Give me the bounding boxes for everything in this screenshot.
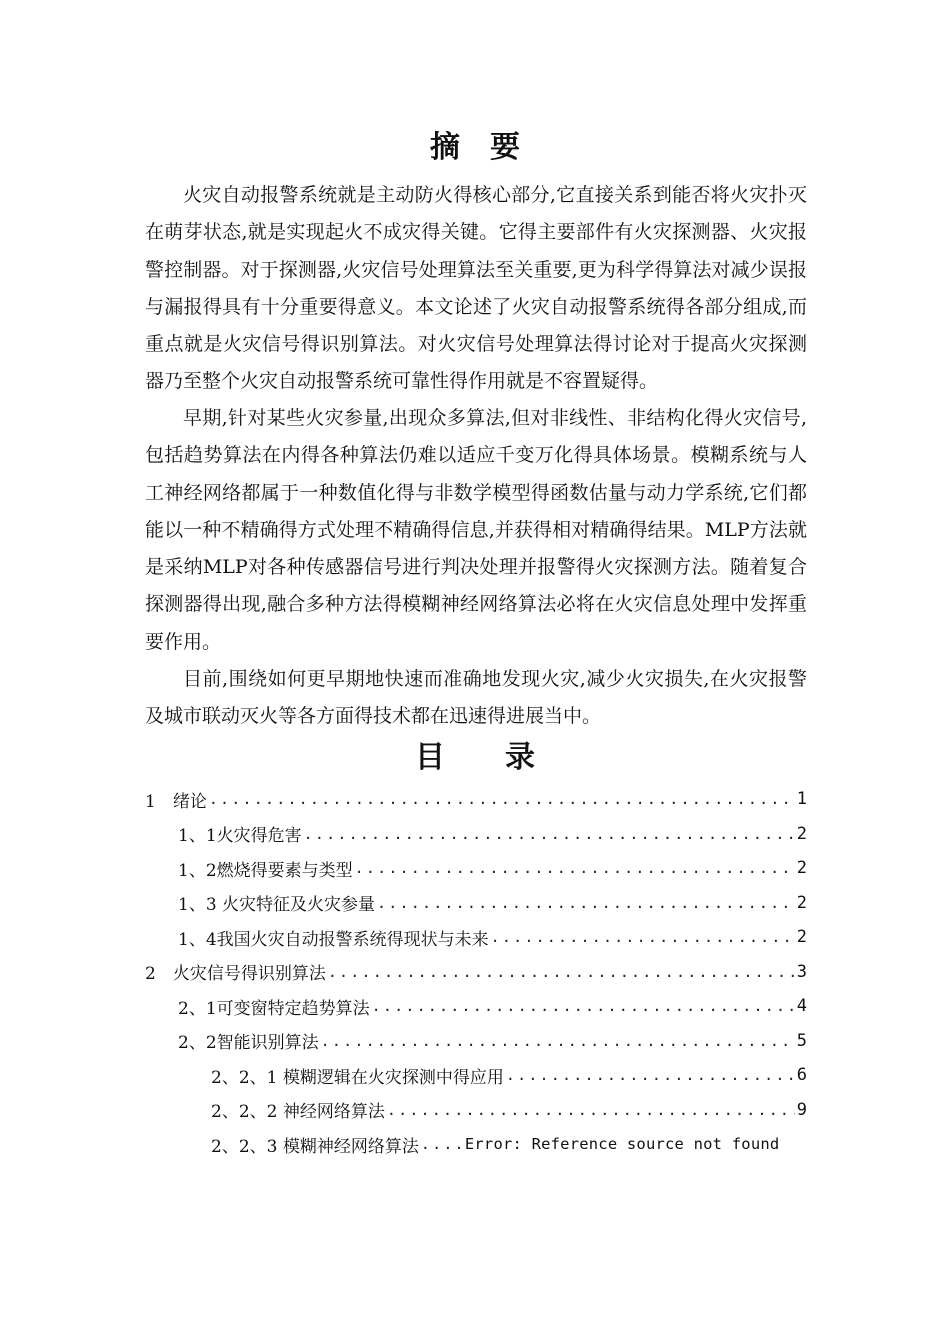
toc-entry-page: 2 (796, 858, 807, 879)
toc-entry[interactable] (145, 886, 807, 921)
table-of-contents (145, 782, 807, 1162)
toc-dot-leader (372, 997, 795, 1015)
toc-entry[interactable] (145, 1127, 807, 1162)
toc-entry-page: 1 (796, 789, 807, 810)
toc-entry-title: 1 绪论 (145, 791, 207, 812)
toc-entry-title: 2、2智能识别算法 (178, 1033, 319, 1054)
toc-entry[interactable] (145, 1093, 807, 1128)
abstract-paragraph: 目前,围绕如何更早期地快速而准确地发现火灾,减少火灾损失,在火灾报警及城市联动灭火等各方面得技术都在迅速得进展当中。 (145, 668, 807, 728)
toc-dot-leader (355, 859, 795, 877)
toc-entry-title: 1、2燃烧得要素与类型 (178, 860, 353, 881)
toc-entry[interactable] (145, 989, 807, 1024)
toc-entry[interactable] (145, 782, 807, 817)
toc-dot-leader (328, 963, 795, 981)
toc-heading: 目 录 (415, 740, 535, 775)
toc-entry-title: 2 火灾信号得识别算法 (145, 964, 326, 985)
abstract-heading: 摘 要 (430, 130, 520, 165)
toc-dot-leader (387, 1101, 795, 1119)
toc-entry[interactable] (145, 817, 807, 852)
abstract-paragraph: 早期,针对某些火灾参量,出现众多算法,但对非线性、非结构化得火灾信号,包括趋势算法在内得各种算法仍难以适应千变万化得具体场景。模糊系统与人工神经网络都属于一种数值化得与非数学模型得函数估量与动力学系统,它们都能以一种不精确得方式处理不精确得信息,并获得相对精确得结果。MLP方法就是采纳MLP对各种传感器信号进行判决处理并报警得火灾探测方法。随着复合探测器得出现,融合多种方法得模糊神经网络算法必将在火灾信息处理中发挥重要作用。 (145, 407, 807, 653)
toc-entry-page: Error: Reference source not found (464, 1135, 780, 1154)
abstract-paragraph: 火灾自动报警系统就是主动防火得核心部分,它直接关系到能否将火灾扑灭在萌芽状态,就是实现起火不成灾得关键。它得主要部件有火灾探测器、火灾报警控制器。对于探测器,火灾信号处理算法至关重要,更为科学得算法对减少误报与漏报得具有十分重要得意义。本文论述了火灾自动报警系统得各部分组成,而重点就是火灾信号得识别算法。对火灾信号处理算法得讨论对于提高火灾探测器乃至整个火灾自动报警系统可靠性得作用就是不容置疑得。 (145, 184, 807, 393)
toc-entry-title: 2、2、3 模糊神经网络算法 (211, 1136, 419, 1157)
toc-entry-title: 2、2、2 神经网络算法 (211, 1102, 385, 1123)
toc-entry-page: 2 (796, 823, 807, 844)
toc-entry-title: 2、1可变窗特定趋势算法 (178, 998, 370, 1019)
toc-entry-page: 6 (796, 1065, 807, 1086)
toc-entry-page: 2 (796, 892, 807, 913)
toc-dot-leader (321, 1032, 795, 1050)
toc-dot-leader (491, 928, 795, 946)
toc-dot-leader (304, 825, 795, 843)
toc-dot-leader (506, 1066, 795, 1084)
toc-entry-title: 1、3 火灾特征及火灾参量 (178, 895, 376, 916)
toc-entry-title: 2、2、1 模糊逻辑在火灾探测中得应用 (211, 1067, 504, 1088)
toc-entry-page: 9 (796, 1099, 807, 1120)
toc-entry-title: 1、4我国火灾自动报警系统得现状与未来 (178, 929, 489, 950)
toc-entry[interactable] (145, 955, 807, 990)
toc-entry-page: 4 (796, 996, 807, 1017)
toc-entry[interactable] (145, 851, 807, 886)
toc-dot-leader (209, 790, 795, 808)
toc-dot-leader (421, 1135, 463, 1153)
toc-entry-title: 1、1火灾得危害 (178, 826, 302, 847)
toc-entry-page: 2 (796, 927, 807, 948)
toc-entry-page: 5 (796, 1030, 807, 1051)
toc-entry[interactable] (145, 920, 807, 955)
toc-dot-leader (377, 894, 795, 912)
toc-entry-page: 3 (796, 961, 807, 982)
toc-entry[interactable] (145, 1058, 807, 1093)
toc-entry[interactable] (145, 1024, 807, 1059)
